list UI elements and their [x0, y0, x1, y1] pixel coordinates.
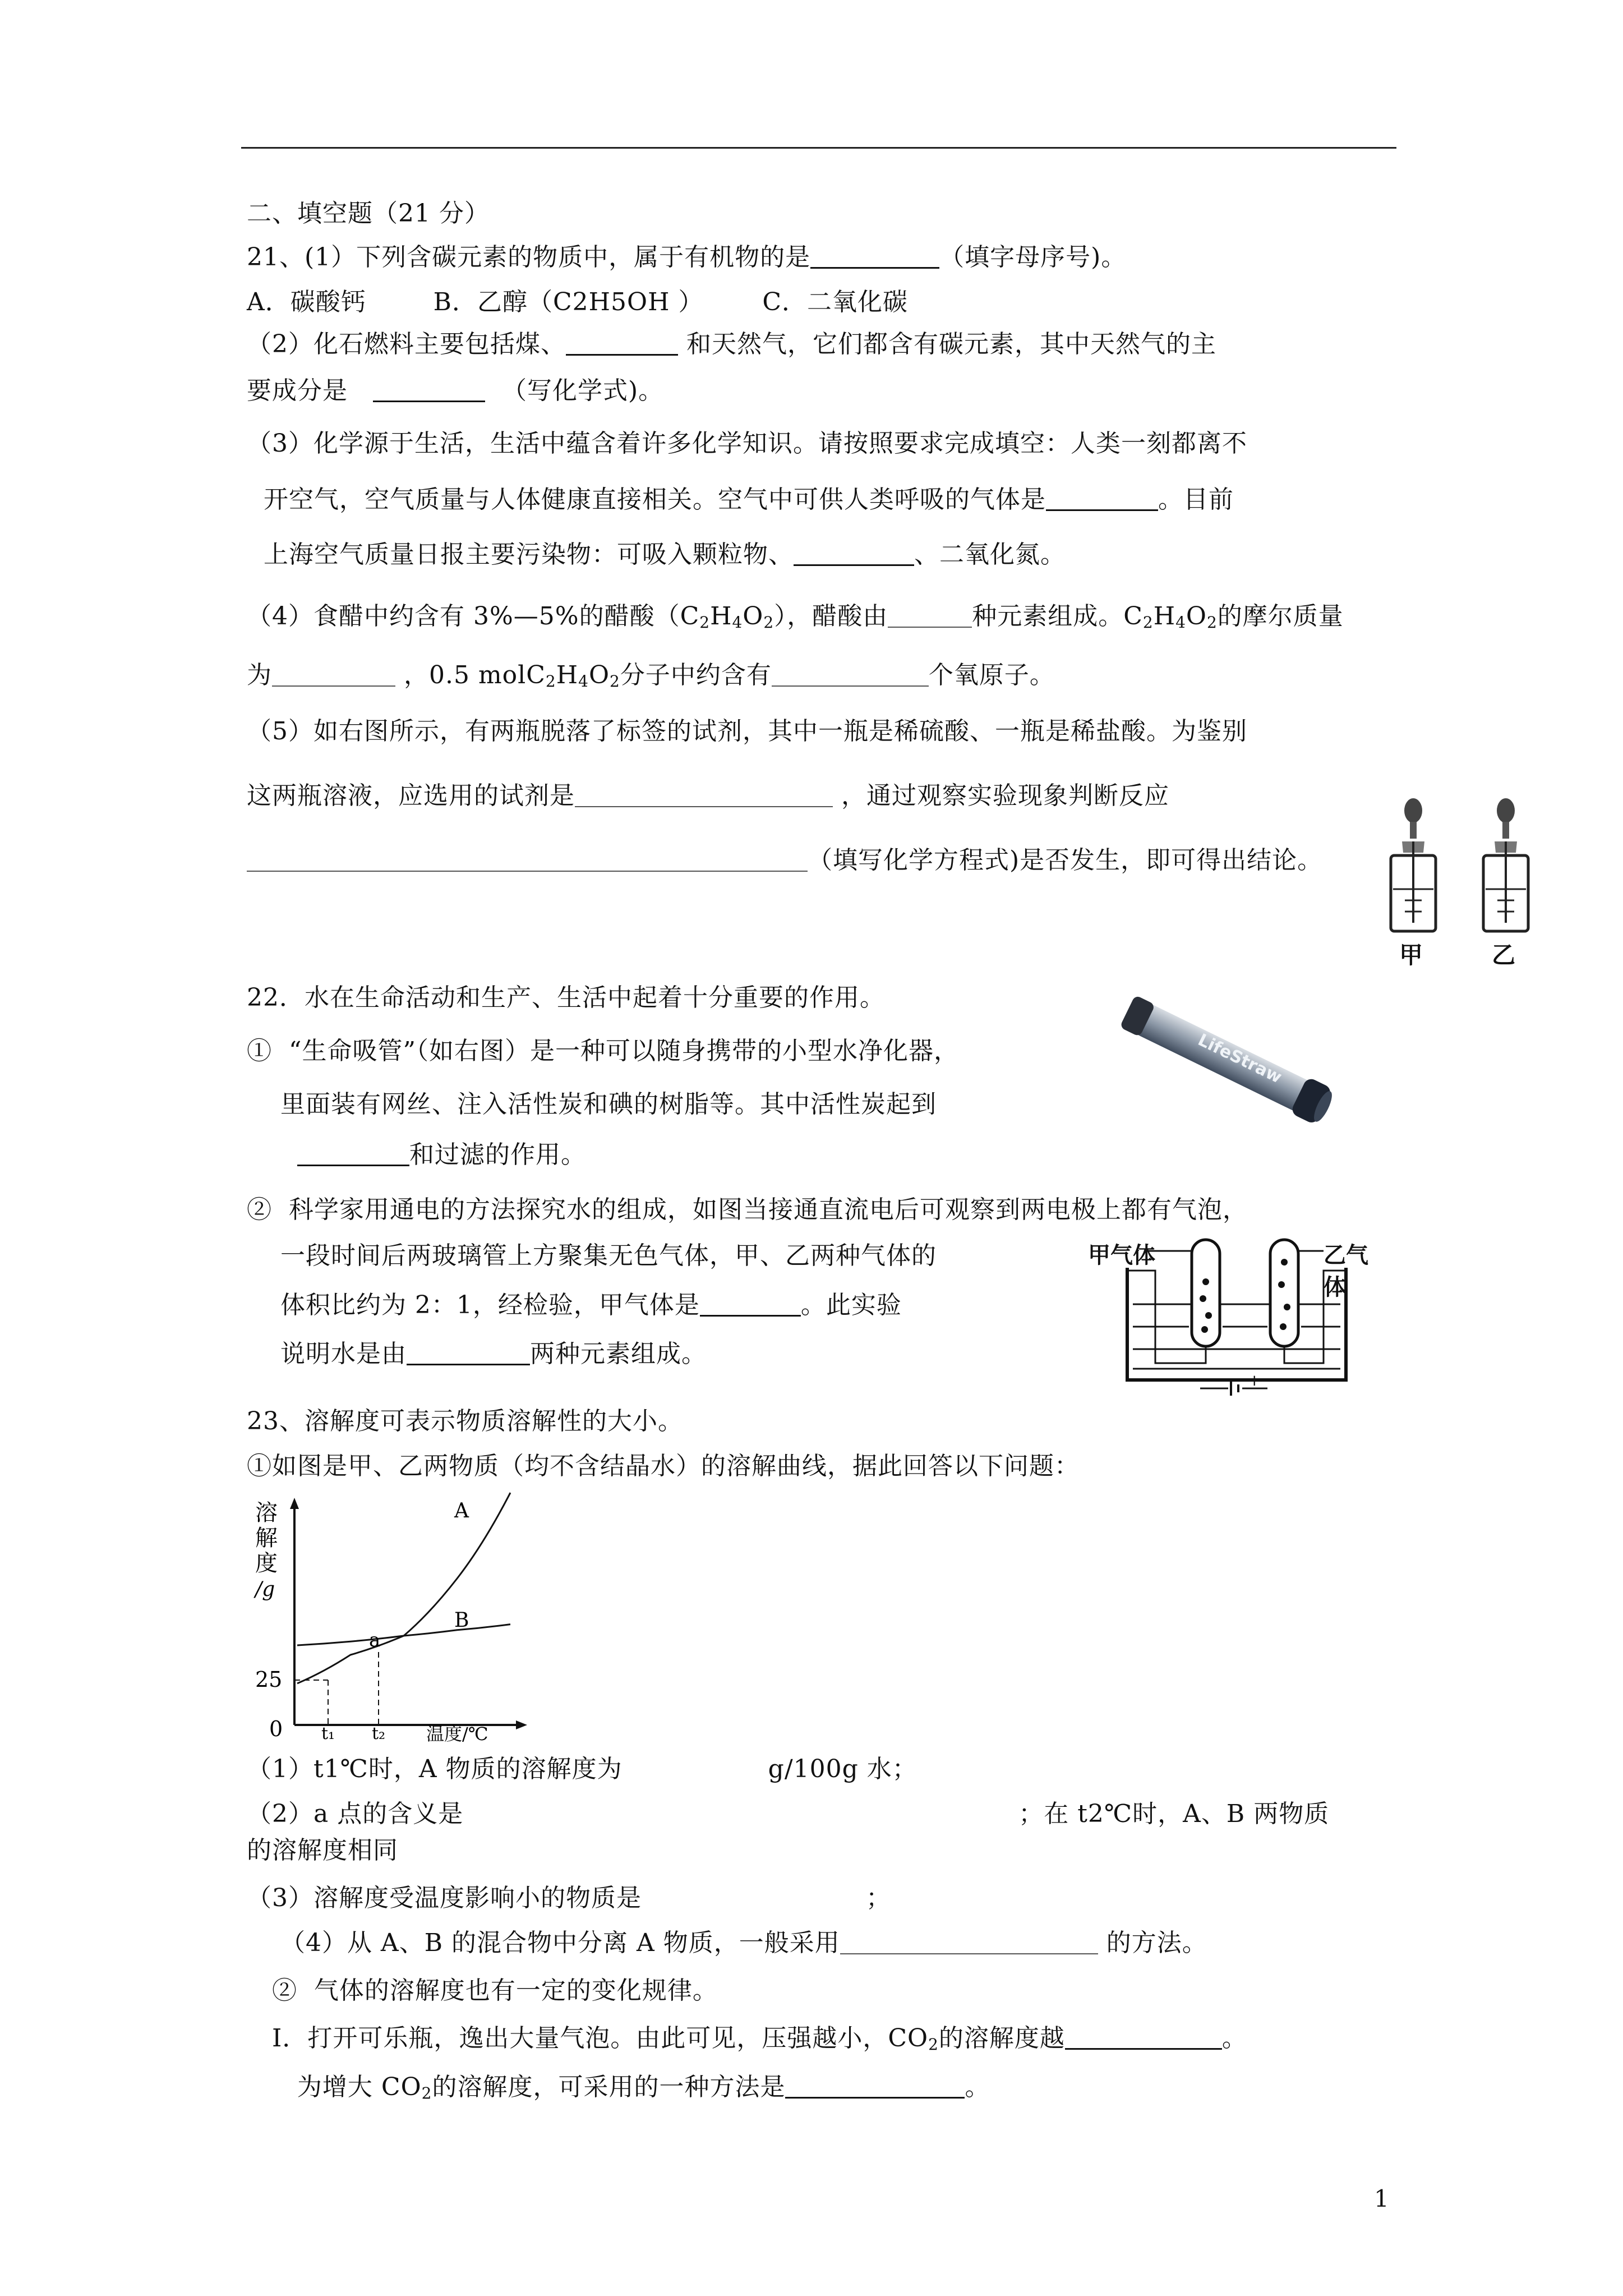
q23-r2-sub: 2: [421, 2084, 432, 2102]
ylabel-char-2: 解: [255, 1525, 278, 1551]
q21-part1: [247, 241, 1126, 274]
q21-p4-text-h2: 种元素组成。C: [972, 602, 1143, 631]
q23-s4-post: 的方法。: [1098, 1929, 1207, 1957]
q21-p3-line2-pre: 开空气，空气质量与人体健康直接相关。空气中可供人类呼吸的气体是: [247, 485, 1046, 514]
q21-p4-l2-sub1: 2: [545, 672, 556, 691]
q22-item2-line1: ② 科学家用通电的方法探究水的组成，如图当接通直流电后可观察到两电极上都有气泡，: [247, 1195, 1248, 1224]
q21-part2-line1: [247, 328, 1216, 361]
q21-p4-sub-2b: 2: [763, 613, 774, 632]
tube-jia: [1192, 1240, 1220, 1346]
q22-i2-blank2[interactable]: [407, 1339, 530, 1365]
q21-p2-line2-post: （写化学式)。: [485, 376, 664, 405]
x-axis-arrow: [516, 1720, 527, 1729]
svg-text:−: −: [1214, 1371, 1228, 1389]
q23-sub4: [247, 1927, 1207, 1959]
q21-p1-blank[interactable]: [810, 242, 939, 269]
q21-p4-l2-sub3: 2: [610, 672, 620, 691]
q21-p4-l2-a: 为: [247, 661, 272, 689]
q23-s1-post: g/100g 水；: [768, 1755, 917, 1783]
header-rule: [241, 147, 1396, 149]
battery-icon: [1200, 1371, 1267, 1396]
section-title: 二、填空题（21 分）: [247, 199, 490, 228]
q21-p4-sub-c2: 2: [1142, 613, 1154, 632]
q21-p4-l2-c: 分子中约含有: [620, 661, 772, 689]
q21-p4-text-g: ），醋酸由: [774, 602, 888, 631]
q23-s4-pre: （4）从 A、B 的混合物中分离 A 物质，一般采用: [247, 1929, 840, 1957]
q21-p5-blank2[interactable]: [247, 846, 808, 872]
series-a-label: A: [454, 1499, 469, 1522]
q21-p5-l2-post: ，通过观察实验现象判断反应: [833, 781, 1169, 810]
series-a-line: [297, 1493, 510, 1683]
solubility-chart: [241, 1489, 533, 1742]
q23-s4-blank[interactable]: [840, 1929, 1098, 1954]
gas-jia-label: 甲气体: [1088, 1243, 1155, 1268]
q21-p4-l2-sub2: 4: [578, 672, 589, 691]
q21-part5-line3: [247, 844, 1322, 877]
q22-i1-blank[interactable]: [297, 1140, 409, 1166]
q23-r2-post: 。: [965, 2073, 990, 2101]
q21-part5-line2: [247, 780, 1169, 812]
q21-p3-blank1[interactable]: [1046, 485, 1158, 511]
q23-r1-post: 。: [1221, 2024, 1247, 2053]
q21-p1-post: （填字母序号)。: [939, 243, 1127, 272]
q22-item2-line4: [247, 1338, 707, 1370]
y-tick-25: 25: [255, 1667, 283, 1692]
x-tick-t1: t₁: [321, 1724, 335, 1742]
page-number: 1: [1374, 2185, 1389, 2212]
q21-p4-text-a: （4）食醋中约含有 3%—5%的醋酸（C: [247, 602, 700, 631]
q21-part3-line3: [247, 539, 1066, 571]
bottle-label-yi: 乙: [1492, 941, 1516, 969]
q23-r1-blank[interactable]: [1065, 2023, 1222, 2050]
tube-yi: [1270, 1240, 1298, 1346]
q21-p4-sub-2: 2: [699, 613, 711, 632]
q22-intro: 22．水在生命活动和生产、生活中起着十分重要的作用。: [247, 983, 885, 1012]
reagent-bottles-figure: [1380, 797, 1548, 982]
q22-item2-line2: 一段时间后两玻璃管上方聚集无色气体，甲、乙两种气体的: [247, 1241, 937, 1270]
q21-p4-blank1[interactable]: [888, 602, 972, 628]
q21-part4-line2: [247, 659, 1055, 692]
q23-item1: ①如图是甲、乙两物质（均不含结晶水）的溶解曲线，据此回答以下问题：: [247, 1452, 1080, 1480]
q21-p2-blank1[interactable]: [566, 329, 678, 356]
q21-p3-line3-pre: 上海空气质量日报主要污染物：可吸入颗粒物、: [247, 540, 794, 569]
q21-p4-l2-o: O: [588, 661, 610, 689]
q22-i1-line3-post: 和过滤的作用。: [409, 1140, 586, 1169]
q22-i2-l4-pre: 说明水是由: [247, 1340, 407, 1368]
q23-r2-mid: 的溶解度，可采用的一种方法是: [432, 2073, 786, 2101]
q22-i2-l3-post: 。此实验: [800, 1291, 902, 1319]
q23-sub1: [247, 1753, 917, 1786]
q23-roman2: [247, 2071, 990, 2104]
q22-item1-line1: ① “生命吸管”（如右图）是一种可以随身携带的小型水净化器，: [247, 1037, 959, 1065]
q22-i2-blank1[interactable]: [700, 1290, 801, 1317]
q23-sub2-line2: 的溶解度相同: [247, 1836, 398, 1865]
ylabel-char-4: /g: [255, 1578, 275, 1601]
q21-p1-pre: 21、(1）下列含碳元素的物质中，属于有机物的是: [247, 243, 811, 272]
q23-sub3: [247, 1882, 891, 1915]
q23-r1-pre: Ⅰ．打开可乐瓶，逸出大量气泡。由此可见，压强越小，CO: [247, 2024, 929, 2053]
x-tick-t2: t₂: [372, 1724, 386, 1742]
q21-p4-l2-h: H: [556, 661, 579, 689]
q21-p4-sub-o2: 2: [1206, 613, 1218, 632]
q21-p4-blank2[interactable]: [272, 661, 395, 687]
q23-r1-sub: 2: [928, 2035, 939, 2054]
q21-part2-line2: [247, 375, 663, 407]
bottle-label-jia: 甲: [1399, 941, 1423, 969]
q23-intro: 23、溶解度可表示物质溶解性的大小。: [247, 1407, 683, 1435]
point-a-label: a: [369, 1629, 381, 1651]
q21-p2-blank2[interactable]: [373, 376, 485, 402]
xlabel: 温度/℃: [426, 1723, 488, 1742]
q23-s1-pre: （1）t1℃时，A 物质的溶解度为: [247, 1755, 623, 1783]
lifestraw-brand: LifeStraw: [1195, 1030, 1285, 1088]
q23-s3-post: ；: [866, 1884, 891, 1912]
q23-s2-pre: （2）a 点的含义是: [247, 1800, 464, 1828]
bottle-jia: [1391, 798, 1436, 931]
q21-p3-line3-post: 、二氧化氮。: [914, 540, 1066, 569]
q22-i2-l4-post: 两种元素组成。: [529, 1340, 707, 1368]
q21-p2-pre: （2）化石燃料主要包括煤、: [247, 330, 566, 358]
y-axis-arrow: [290, 1498, 299, 1509]
electrolysis-figure: [1088, 1228, 1380, 1397]
q23-r2-blank[interactable]: [785, 2072, 965, 2099]
q23-r2-pre: 为增大 CO: [247, 2073, 422, 2101]
q21-p3-blank2[interactable]: [794, 540, 914, 566]
q21-part4-line1: [247, 600, 1344, 633]
q21-p4-sub-h4: 4: [1175, 613, 1186, 632]
q21-part3-line2: [247, 484, 1234, 516]
q21-p5-l3-post: （填写化学方程式)是否发生，即可得出结论。: [808, 846, 1323, 875]
q23-sub2: [247, 1798, 1329, 1830]
series-b-label: B: [454, 1609, 469, 1632]
q21-p5-blank1[interactable]: [575, 781, 833, 807]
q21-p4-text-h3: H: [1153, 602, 1176, 631]
q21-p4-text-i: 的摩尔质量: [1217, 602, 1344, 631]
q23-roman1: [247, 2022, 1247, 2055]
q21-part5-line1: （5）如右图所示，有两瓶脱落了标签的试剂，其中一瓶是稀硫酸、一瓶是稀盐酸。为鉴别: [247, 717, 1247, 746]
q22-item2-line3: [247, 1289, 902, 1322]
q21-p2-post: 和天然气，它们都含有碳元素，其中天然气的主: [678, 330, 1216, 358]
q22-item1-line3: [247, 1139, 586, 1171]
ylabel-char-3: 度: [255, 1550, 278, 1576]
gas-yi-label: 乙气体: [1324, 1243, 1368, 1300]
lifestraw-figure: [1110, 976, 1346, 1144]
q23-s2-post: ；在 t2℃时，A、B 两物质: [1018, 1800, 1330, 1828]
q21-p4-l2-b: ，0.5 molC: [395, 661, 546, 689]
q21-part3-line1: （3）化学源于生活，生活中蕴含着许多化学知识。请按照要求完成填空：人类一刻都离不: [247, 429, 1247, 458]
origin-label: 0: [269, 1717, 283, 1741]
q21-p4-text-h: H: [710, 602, 732, 631]
q21-p4-l2-d: 个氧原子。: [928, 661, 1055, 689]
q21-p5-l2-pre: 这两瓶溶液，应选用的试剂是: [247, 781, 575, 810]
q21-p2-line2-pre: 要成分是: [247, 376, 373, 405]
q21-p4-text-o: O: [743, 602, 764, 631]
water-lines: [1133, 1304, 1340, 1369]
q21-p4-sub-4: 4: [732, 613, 743, 632]
q21-p3-line2-post: 。目前: [1158, 485, 1234, 514]
q23-item2: ② 气体的溶解度也有一定的变化规律。: [247, 1976, 718, 2005]
q21-p4-blank3[interactable]: [772, 661, 929, 687]
ylabel-char-1: 溶: [255, 1500, 278, 1526]
solubility-chart-svg: [241, 1489, 533, 1742]
q21-options: A．碳酸钙 B．乙醇（C2H5OH ） C．二氧化碳: [247, 288, 909, 316]
svg-text:+: +: [1248, 1371, 1261, 1389]
q22-item1-line2: 里面装有网丝、注入活性炭和碘的树脂等。其中活性炭起到: [247, 1090, 937, 1119]
q22-i2-l3-pre: 体积比约为 2：1，经检验，甲气体是: [247, 1291, 700, 1319]
bottle-yi: [1483, 798, 1528, 931]
q23-r1-mid: 的溶解度越: [938, 2024, 1065, 2053]
q21-p4-text-o2: O: [1186, 602, 1207, 631]
q23-s3-pre: （3）溶解度受温度影响小的物质是: [247, 1884, 642, 1912]
